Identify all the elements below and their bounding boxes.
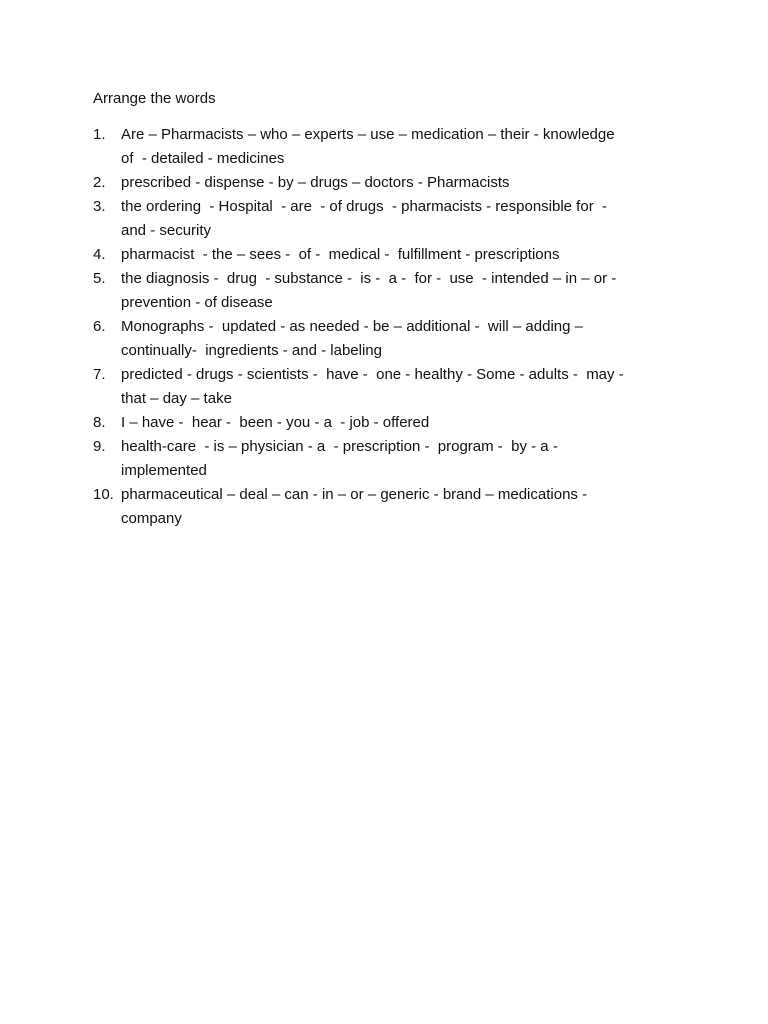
list-item (93, 267, 683, 315)
item-line: of - detailed - medicines (121, 150, 285, 167)
item-line: the diagnosis - drug - substance - is - a - for - use - intended – in – or - (121, 270, 617, 287)
item-line: company (121, 510, 182, 527)
list-item (93, 171, 683, 195)
item-line: Monographs - updated - as needed - be – additional - will – adding – (121, 318, 583, 335)
item-text (121, 267, 683, 315)
item-number: 3. (93, 198, 106, 215)
item-number: 2. (93, 174, 106, 191)
item-line: Are – Pharmacists – who – experts – use – medication – their - knowledge (121, 126, 615, 143)
list-item (93, 243, 683, 267)
item-number: 8. (93, 414, 106, 431)
item-number: 9. (93, 438, 106, 455)
list-item (93, 195, 683, 243)
item-line: predicted - drugs - scientists - have - one - healthy - Some - adults - may - (121, 366, 624, 383)
item-line: prevention - of disease (121, 294, 273, 311)
item-number: 10. (93, 486, 114, 503)
list-item (93, 483, 683, 531)
item-line: continually- ingredients - and - labeling (121, 342, 382, 359)
item-number: 7. (93, 366, 106, 383)
item-text (121, 315, 683, 363)
item-line: pharmacist - the – sees - of - medical - fulfillment - prescriptions (121, 246, 560, 263)
item-text (121, 411, 683, 435)
word-arrangement-list (93, 123, 683, 531)
item-line: that – day – take (121, 390, 232, 407)
item-line: the ordering - Hospital - are - of drugs - pharmacists - responsible for - (121, 198, 608, 215)
item-line: pharmaceutical – deal – can - in – or – generic - brand – medications - (121, 486, 588, 503)
item-text (121, 123, 683, 171)
item-line: I – have - hear - been - you - a - job - offered (121, 414, 430, 431)
item-text (121, 195, 683, 243)
list-item (93, 315, 683, 363)
document-title: Arrange the words (93, 90, 216, 107)
list-item (93, 363, 683, 411)
item-line: health-care - is – physician - a - prescription - program - by - a - (121, 438, 558, 455)
item-number: 4. (93, 246, 106, 263)
item-text (121, 363, 683, 411)
list-item (93, 435, 683, 483)
item-number: 5. (93, 270, 106, 287)
item-text (121, 483, 683, 531)
item-line: prescribed - dispense - by – drugs – doctors - Pharmacists (121, 174, 510, 191)
item-line: and - security (121, 222, 212, 239)
item-text (121, 435, 683, 483)
item-number: 1. (93, 126, 106, 143)
item-number: 6. (93, 318, 106, 335)
item-text (121, 243, 683, 267)
item-line: implemented (121, 462, 207, 479)
item-text (121, 171, 683, 195)
list-item (93, 123, 683, 171)
list-item (93, 411, 683, 435)
